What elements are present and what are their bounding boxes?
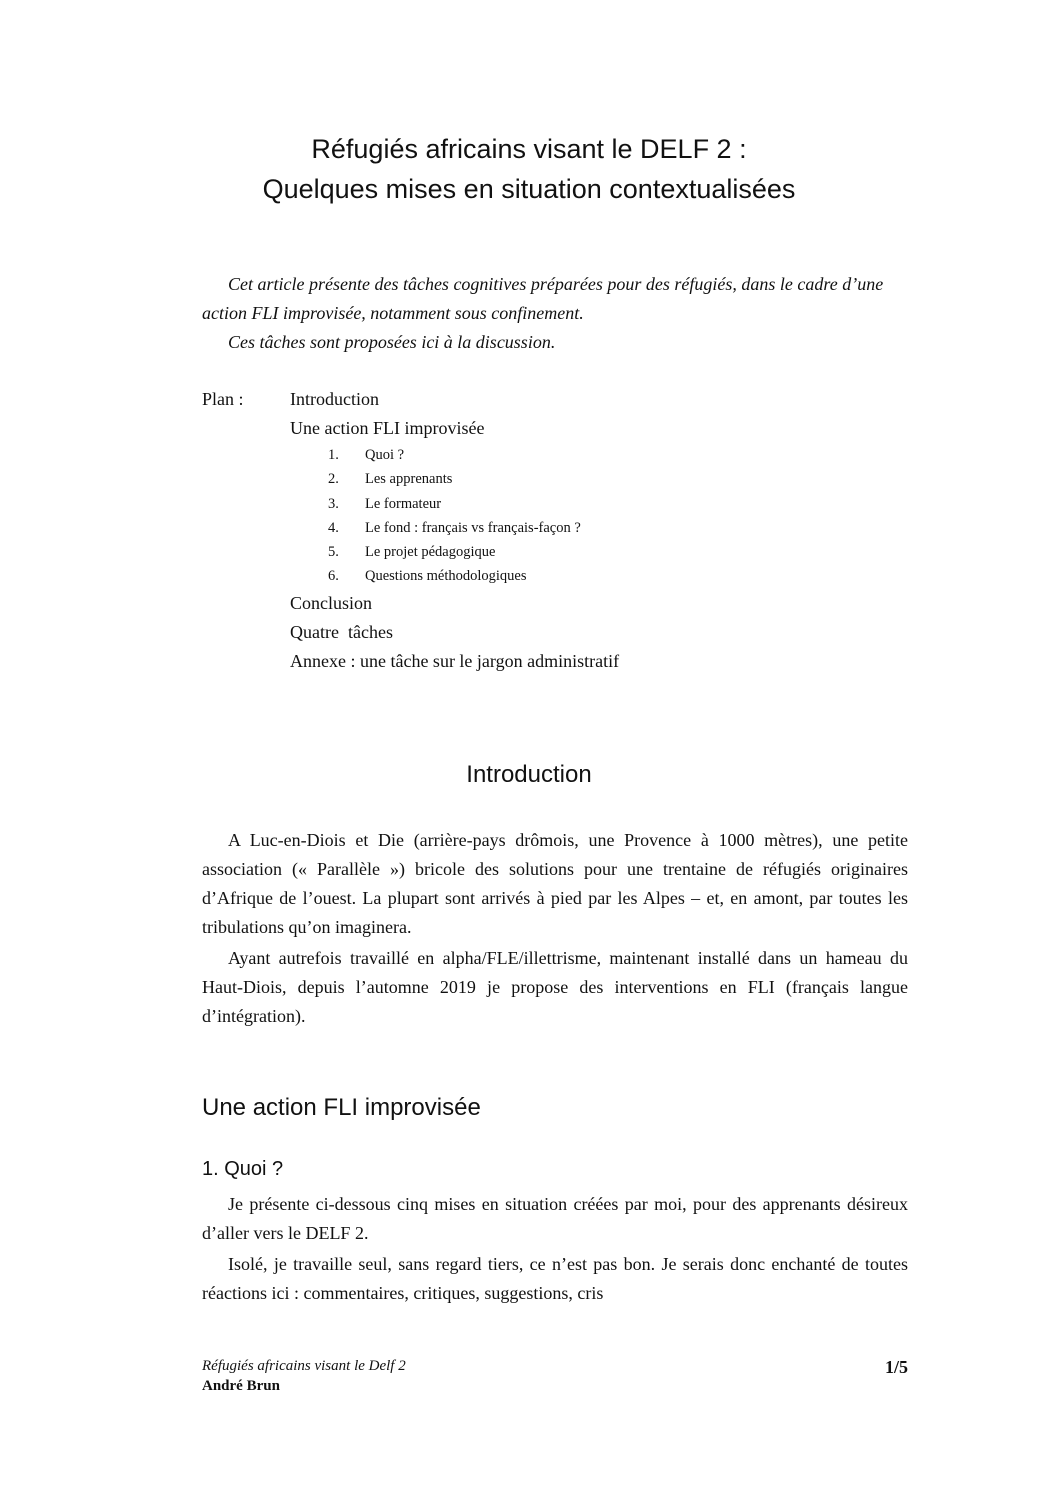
introduction-paragraph-1: A Luc-en-Diois et Die (arrière-pays drômois, une Provence à 1000 mètres), une petite association (« Parallèle ») bricole des solutions pour une trentaine de réfugiés originaires d’Afrique de l’ouest. La plupart sont arrivés à pied par les Alpes – et, en amont, par toutes les tribulations qu’on imaginera.: [202, 830, 908, 937]
plan-item-annexe: Annexe : une tâche sur le jargon administratif: [290, 650, 620, 671]
document-title-line-1: Réfugiés africains visant le DELF 2 :: [311, 134, 747, 164]
plan-item-conclusion: Conclusion: [290, 592, 373, 613]
abstract-paragraph-2: Ces tâches sont proposées ici à la discussion.: [228, 332, 556, 352]
quoi-subheading: 1. Quoi ?: [202, 1158, 284, 1180]
plan-subitem: [290, 564, 619, 588]
plan-subitem-number: 5.: [328, 544, 339, 561]
plan-item-action: [290, 414, 619, 589]
abstract: [202, 270, 908, 357]
plan-list: [290, 385, 619, 676]
footer: [202, 1356, 406, 1396]
plan-subitem-number: 1.: [328, 447, 339, 463]
plan-subitem-label: Quoi ?: [365, 447, 405, 463]
quoi-paragraph-2: Isolé, je travaille seul, sans regard tiers, ce n’est pas bon. Je serais donc enchanté de toutes réactions ici : commentaires, critiques, suggestions, cris: [202, 1254, 908, 1303]
document-title-line-2: Quelques mises en situation contextualisées: [262, 174, 796, 204]
plan-item-introduction: Introduction: [290, 389, 379, 409]
plan-item-action-label: Une action FLI improvisée: [290, 418, 485, 438]
plan-item-taches: Quatre tâches: [290, 621, 393, 642]
plan-subitem-number: 6.: [328, 568, 339, 585]
plan-subitem: [290, 516, 619, 540]
introduction-paragraph-2: Ayant autrefois travaillé en alpha/FLE/illettrisme, maintenant installé dans un hameau du Haut-Diois, depuis l’automne 2019 je propose des interventions en FLI (français langue d’intégration).: [202, 948, 908, 1026]
abstract-paragraph-1: Cet article présente des tâches cognitives préparées pour des réfugiés, dans le cadre d’une action FLI improvisée, notamment sous confinement.: [202, 274, 884, 323]
plan-subitem-label: Questions méthodologiques: [365, 568, 527, 585]
plan-subitem: [290, 492, 619, 516]
plan-sublist: [290, 443, 619, 589]
introduction-body: [202, 826, 908, 1033]
plan-subitem-label: Le fond : français vs français-façon ?: [365, 519, 581, 536]
footer-title: Réfugiés africains visant le Delf 2: [202, 1358, 406, 1374]
plan-subitem: [290, 443, 619, 467]
footer-author: André Brun: [202, 1378, 280, 1394]
quoi-body: [202, 1190, 908, 1310]
plan-label: Plan :: [202, 389, 244, 409]
plan-subitem-number: 2.: [328, 471, 339, 488]
action-heading: Une action FLI improvisée: [202, 1094, 481, 1121]
quoi-paragraph-1: Je présente ci-dessous cinq mises en situation créées par moi, pour des apprenants désireux d’aller vers le DELF 2.: [202, 1194, 908, 1243]
plan-subitem-number: 4.: [328, 519, 339, 536]
page-number: 1/5: [884, 1357, 908, 1377]
plan-subitem-label: Les apprenants: [365, 471, 453, 488]
plan-subitem-label: Le projet pédagogique: [365, 544, 496, 561]
introduction-heading: Introduction: [466, 761, 592, 788]
plan-subitem: [290, 467, 619, 491]
plan-subitem-number: 3.: [328, 495, 339, 512]
plan-subitem: [290, 540, 619, 564]
plan-subitem-label: Le formateur: [365, 495, 442, 512]
